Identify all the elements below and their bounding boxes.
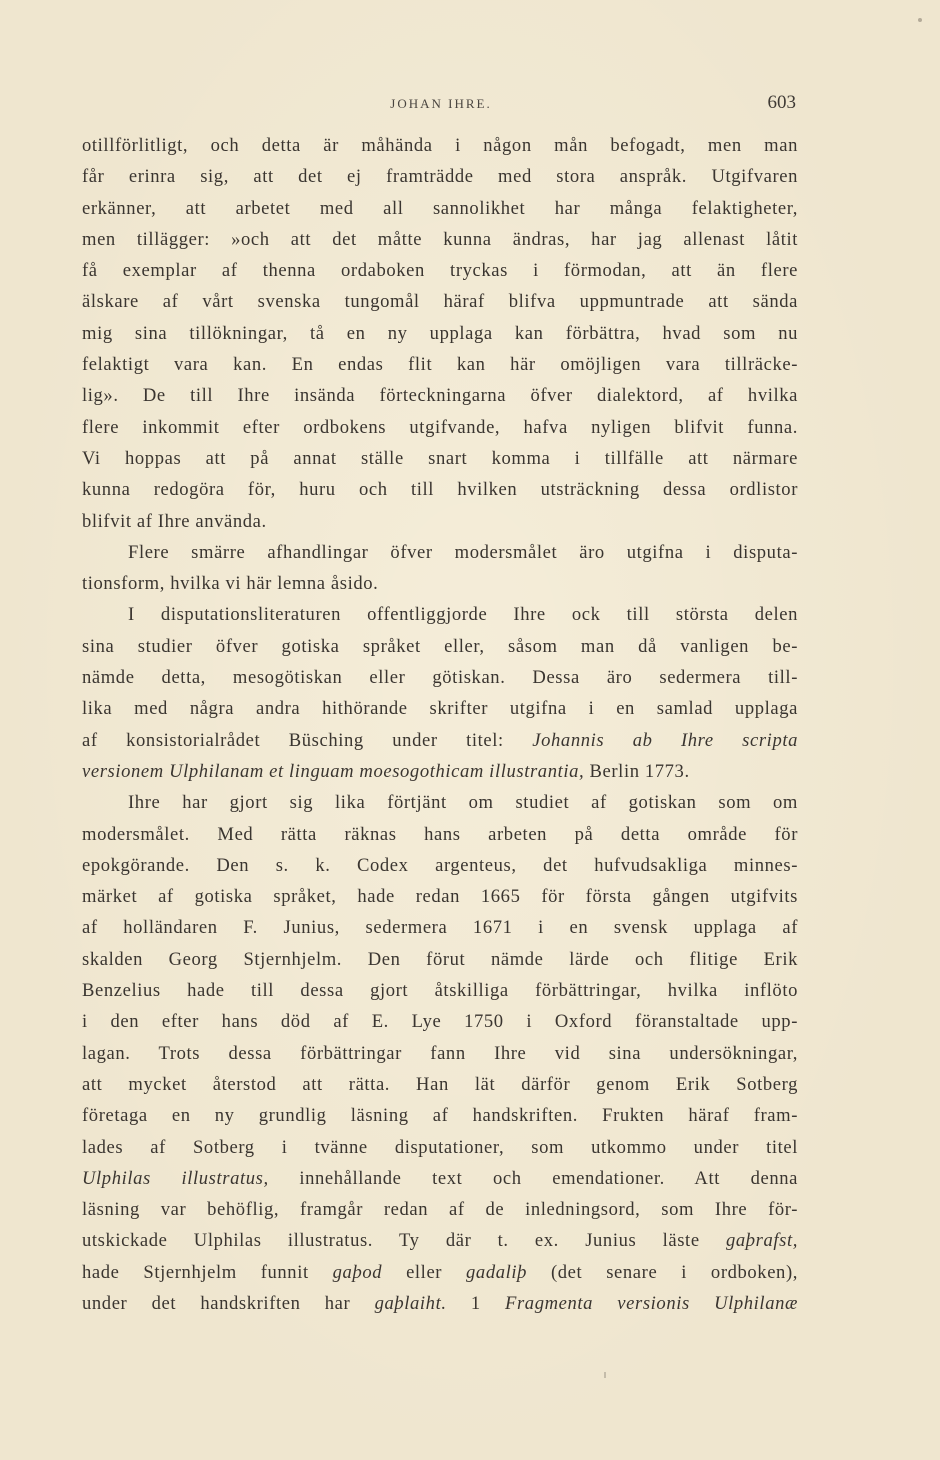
- text-segment: mig sina tillökningar, tå en ny upplaga kan förbättra, hvad som nu: [82, 322, 798, 344]
- text-line: [82, 1069, 798, 1100]
- italic-text: gaþrafst,: [725, 1230, 798, 1252]
- text-line: [82, 631, 798, 662]
- text-segment: innehållande text och emendationer. Att denna: [268, 1167, 798, 1189]
- text-segment: läsning var behöflig, framgår redan af de inledningsord, som Ihre för-: [82, 1199, 798, 1221]
- text-line: [82, 443, 798, 474]
- text-segment: lig». De till Ihre insända förteckningarna öfver dialektord, af hvilka: [82, 385, 798, 407]
- text-line: [82, 1163, 798, 1194]
- italic-text: versionem Ulphilanam et linguam moesogothicam illustrantia,: [82, 760, 585, 782]
- text-segment: Ihre har gjort sig lika förtjänt om studiet af gotiskan som om: [128, 792, 798, 814]
- text-line: [82, 912, 798, 943]
- text-segment: att mycket återstod att rätta. Han lät därför genom Erik Sotberg: [82, 1073, 798, 1095]
- text-segment: blifvit af Ihre använda.: [82, 510, 267, 532]
- text-segment: epokgörande. Den s. k. Codex argenteus, det hufvudsakliga minnes-: [82, 854, 798, 876]
- text-line: [82, 224, 798, 255]
- text-line: [82, 130, 798, 161]
- text-line: [82, 693, 798, 724]
- italic-text: gaþlaiht.: [374, 1292, 447, 1314]
- text-line: [82, 286, 798, 317]
- text-line: [82, 725, 798, 756]
- text-line: [82, 1132, 798, 1163]
- italic-text: Fragmenta versionis Ulphilanæ: [505, 1292, 798, 1314]
- text-line: [82, 380, 798, 411]
- text-segment: skalden Georg Stjernhjelm. Den förut nämde lärde och flitige Erik: [82, 948, 798, 970]
- text-segment: sina studier öfver gotiska språket eller, såsom man då vanligen be-: [82, 635, 798, 657]
- paper-speck: [604, 1372, 606, 1378]
- text-segment: i den efter hans död af E. Lye 1750 i Oxford föranstaltade upp-: [82, 1011, 798, 1033]
- text-segment: kunna redogöra för, huru och till hvilken utsträckning dessa ordlistor: [82, 479, 798, 501]
- text-line: [82, 1006, 798, 1037]
- text-segment: (det senare i ordboken),: [527, 1261, 798, 1283]
- text-line: [82, 850, 798, 881]
- text-line: [82, 1100, 798, 1131]
- running-head: [82, 92, 800, 116]
- text-segment: får erinra sig, att det ej framträdde med stora anspråk. Utgifvaren: [82, 166, 798, 188]
- text-line: [82, 349, 798, 380]
- text-line: [82, 193, 798, 224]
- text-line: [82, 944, 798, 975]
- italic-text: Johannis ab Ihre scripta: [532, 729, 799, 751]
- text-line: [82, 975, 798, 1006]
- text-segment: I disputationsliteraturen offentliggjorde Ihre ock till största delen: [128, 604, 798, 626]
- text-line: [82, 318, 798, 349]
- text-segment: tionsform, hvilka vi här lemna åsido.: [82, 573, 379, 595]
- text-segment: felaktigt vara kan. En endas flit kan här omöjligen vara tillräcke-: [82, 354, 798, 376]
- text-line: [82, 662, 798, 693]
- text-segment: Benzelius hade till dessa gjort åtskilliga förbättringar, hvilka inflöto: [82, 980, 798, 1002]
- text-line: [82, 568, 798, 599]
- text-segment: eller: [382, 1261, 467, 1283]
- text-line: [82, 787, 798, 818]
- text-line: [82, 1038, 798, 1069]
- running-title: JOHAN IHRE.: [390, 96, 492, 111]
- page-number: 603: [767, 92, 796, 113]
- text-segment: älskare af vårt svenska tungomål häraf blifva uppmuntrade att sända: [82, 291, 798, 313]
- text-segment: nämde detta, mesogötiskan eller götiskan. Dessa äro sedermera till-: [82, 667, 798, 689]
- text-segment: af holländaren F. Junius, sedermera 1671 i en svensk upplaga af: [82, 917, 798, 939]
- body-text: [82, 130, 798, 1319]
- text-line: [82, 819, 798, 850]
- text-segment: men tillägger: »och att det måtte kunna ändras, har jag allenast låtit: [82, 228, 798, 250]
- text-line: [82, 1194, 798, 1225]
- text-segment: lades af Sotberg i tvänne disputationer, som utkommo under titel: [82, 1136, 798, 1158]
- text-segment: Vi hoppas att på annat ställe snart komma i tillfälle att närmare: [82, 447, 798, 469]
- text-line: [82, 255, 798, 286]
- text-segment: Berlin 1773.: [584, 760, 690, 782]
- text-segment: 1: [446, 1292, 505, 1314]
- italic-text: gaþod: [332, 1261, 383, 1283]
- text-line: [82, 506, 798, 537]
- text-line: [82, 537, 798, 568]
- text-line: [82, 1257, 798, 1288]
- text-line: [82, 756, 798, 787]
- text-segment: företaga en ny grundlig läsning af handskriften. Frukten häraf fram-: [82, 1105, 798, 1127]
- text-line: [82, 412, 798, 443]
- text-segment: lagan. Trots dessa förbättringar fann Ihre vid sina undersökningar,: [82, 1042, 798, 1064]
- text-segment: märket af gotiska språket, hade redan 1665 för första gången utgifvits: [82, 886, 798, 908]
- text-segment: lika med några andra hithörande skrifter utgifna i en samlad upplaga: [82, 698, 798, 720]
- text-segment: Flere smärre afhandlingar öfver modersmålet äro utgifna i disputa-: [128, 541, 798, 563]
- text-segment: af konsistorialrådet Büsching under titel:: [82, 729, 533, 751]
- text-line: [82, 1225, 798, 1256]
- text-line: [82, 599, 798, 630]
- text-segment: flere inkommit efter ordbokens utgifvande, hafva nyligen blifvit funna.: [82, 416, 798, 438]
- text-line: [82, 474, 798, 505]
- text-line: [82, 881, 798, 912]
- text-line: [82, 1288, 798, 1319]
- text-segment: få exemplar af thenna ordaboken tryckas i förmodan, att än flere: [82, 260, 798, 282]
- text-segment: erkänner, att arbetet med all sannolikhet har många felaktigheter,: [82, 197, 798, 219]
- italic-text: gadaliþ: [466, 1261, 528, 1283]
- text-segment: utskickade Ulphilas illustratus. Ty där t. ex. Junius läste: [82, 1230, 726, 1252]
- text-segment: hade Stjernhjelm funnit: [82, 1261, 333, 1283]
- text-segment: modersmålet. Med rätta räknas hans arbeten på detta område för: [82, 823, 798, 845]
- text-segment: under det handskriften har: [82, 1292, 375, 1314]
- paper-speck: [918, 18, 922, 22]
- italic-text: Ulphilas illustratus,: [82, 1167, 269, 1189]
- text-line: [82, 161, 798, 192]
- text-segment: otillförlitligt, och detta är måhända i någon mån befogadt, men man: [82, 135, 798, 156]
